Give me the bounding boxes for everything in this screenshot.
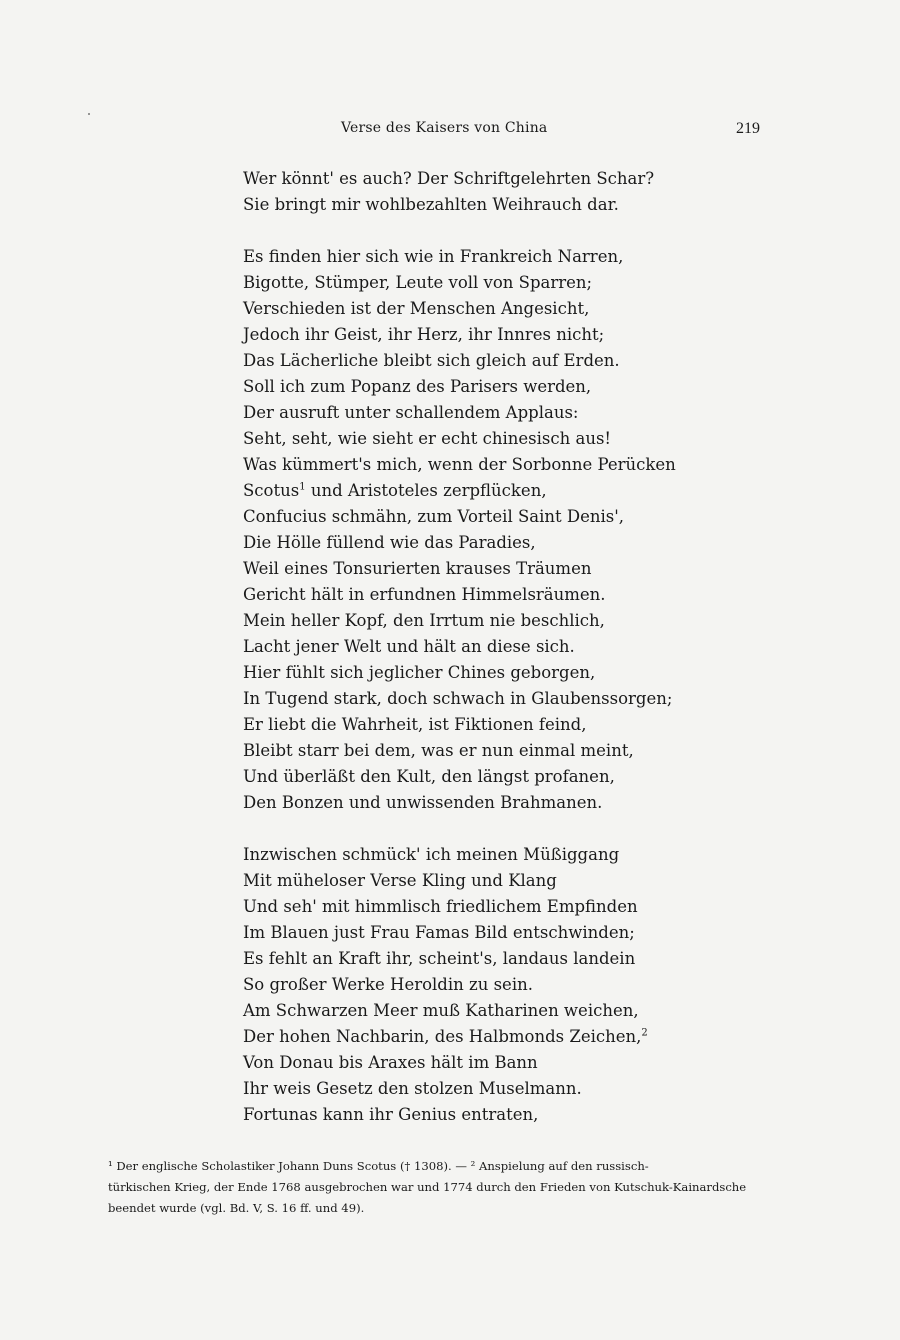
stanza-3 bbox=[243, 842, 763, 1128]
verse-line: Hier fühlt sich jeglicher Chines geborgen, bbox=[243, 663, 596, 682]
verse-line: Ihr weis Gesetz den stolzen Muselmann. bbox=[243, 1079, 582, 1098]
paper-speck bbox=[88, 113, 90, 115]
verse-line: Inzwischen schmück' ich meinen Müßiggang bbox=[243, 845, 620, 864]
footnote-line: türkischen Krieg, der Ende 1768 ausgebrochen war und 1774 durch den Frieden von Kutschuk-Kainardsche bbox=[108, 1180, 747, 1194]
verse-line: Gericht hält in erfundnen Himmelsräumen. bbox=[243, 585, 606, 604]
verse-line: In Tugend stark, doch schwach in Glaubenssorgen; bbox=[243, 689, 673, 708]
verse-line: Er liebt die Wahrheit, ist Fiktionen feind, bbox=[243, 715, 587, 734]
verse-line: Fortunas kann ihr Genius entraten, bbox=[243, 1105, 539, 1124]
verse-line: Soll ich zum Popanz des Parisers werden, bbox=[243, 377, 592, 396]
verse-line: Der ausruft unter schallendem Applaus: bbox=[243, 403, 579, 422]
verse-line: Jedoch ihr Geist, ihr Herz, ihr Innres nicht; bbox=[243, 325, 605, 344]
verse-line: Im Blauen just Frau Famas Bild entschwinden; bbox=[243, 923, 635, 942]
footnotes bbox=[108, 1156, 776, 1219]
verse-line: Weil eines Tonsurierten krauses Träumen bbox=[243, 559, 592, 578]
poem bbox=[243, 166, 763, 1154]
verse-line-text: Der hohen Nachbarin, des Halbmonds Zeichen, bbox=[243, 1027, 642, 1046]
verse-line: Sie bringt mir wohlbezahlten Weihrauch dar. bbox=[243, 195, 619, 214]
verse-line: Es fehlt an Kraft ihr, scheint's, landaus landein bbox=[243, 949, 636, 968]
stanza-1 bbox=[243, 166, 763, 218]
verse-line-text: Scotus bbox=[243, 481, 300, 500]
running-title: Verse des Kaisers von China bbox=[341, 120, 548, 136]
verse-line: Seht, seht, wie sieht er echt chinesisch aus! bbox=[243, 429, 612, 448]
page-number: 219 bbox=[736, 120, 760, 137]
verse-line: Bleibt starr bei dem, was er nun einmal meint, bbox=[243, 741, 634, 760]
verse-line: Und überläßt den Kult, den längst profanen, bbox=[243, 767, 615, 786]
verse-line: Lacht jener Welt und hält an diese sich. bbox=[243, 637, 575, 656]
footnote-ref-2: 2 bbox=[641, 1027, 648, 1039]
verse-line: Bigotte, Stümper, Leute voll von Sparren; bbox=[243, 273, 593, 292]
footnote-line: beendet wurde (vgl. Bd. V, S. 16 ff. und 49). bbox=[108, 1201, 365, 1215]
verse-line: Wer könnt' es auch? Der Schriftgelehrten Schar? bbox=[243, 169, 655, 188]
verse-line: Von Donau bis Araxes hält im Bann bbox=[243, 1053, 538, 1072]
verse-line: Was kümmert's mich, wenn der Sorbonne Perücken bbox=[243, 455, 676, 474]
verse-line: Und seh' mit himmlisch friedlichem Empfinden bbox=[243, 897, 638, 916]
verse-line bbox=[243, 478, 763, 504]
stanza-2 bbox=[243, 244, 763, 816]
verse-line: Den Bonzen und unwissenden Brahmanen. bbox=[243, 793, 603, 812]
footnote-ref-1: 1 bbox=[299, 481, 306, 493]
verse-line: Confucius schmähn, zum Vorteil Saint Denis', bbox=[243, 507, 625, 526]
verse-line: Verschieden ist der Menschen Angesicht, bbox=[243, 299, 590, 318]
verse-line: Die Hölle füllend wie das Paradies, bbox=[243, 533, 536, 552]
verse-line bbox=[243, 1024, 763, 1050]
verse-line: So großer Werke Heroldin zu sein. bbox=[243, 975, 533, 994]
verse-line: Am Schwarzen Meer muß Katharinen weichen, bbox=[243, 1001, 639, 1020]
footnote-line: ¹ Der englische Scholastiker Johann Duns Scotus († 1308). — ² Anspielung auf den russisch- bbox=[108, 1159, 649, 1173]
verse-line: Das Lächerliche bleibt sich gleich auf Erden. bbox=[243, 351, 620, 370]
verse-line: Es finden hier sich wie in Frankreich Narren, bbox=[243, 247, 624, 266]
verse-line: Mein heller Kopf, den Irrtum nie beschlich, bbox=[243, 611, 605, 630]
verse-line: Mit müheloser Verse Kling und Klang bbox=[243, 871, 557, 890]
verse-line-tail: und Aristoteles zerpflücken, bbox=[305, 481, 547, 500]
running-head bbox=[0, 120, 900, 142]
